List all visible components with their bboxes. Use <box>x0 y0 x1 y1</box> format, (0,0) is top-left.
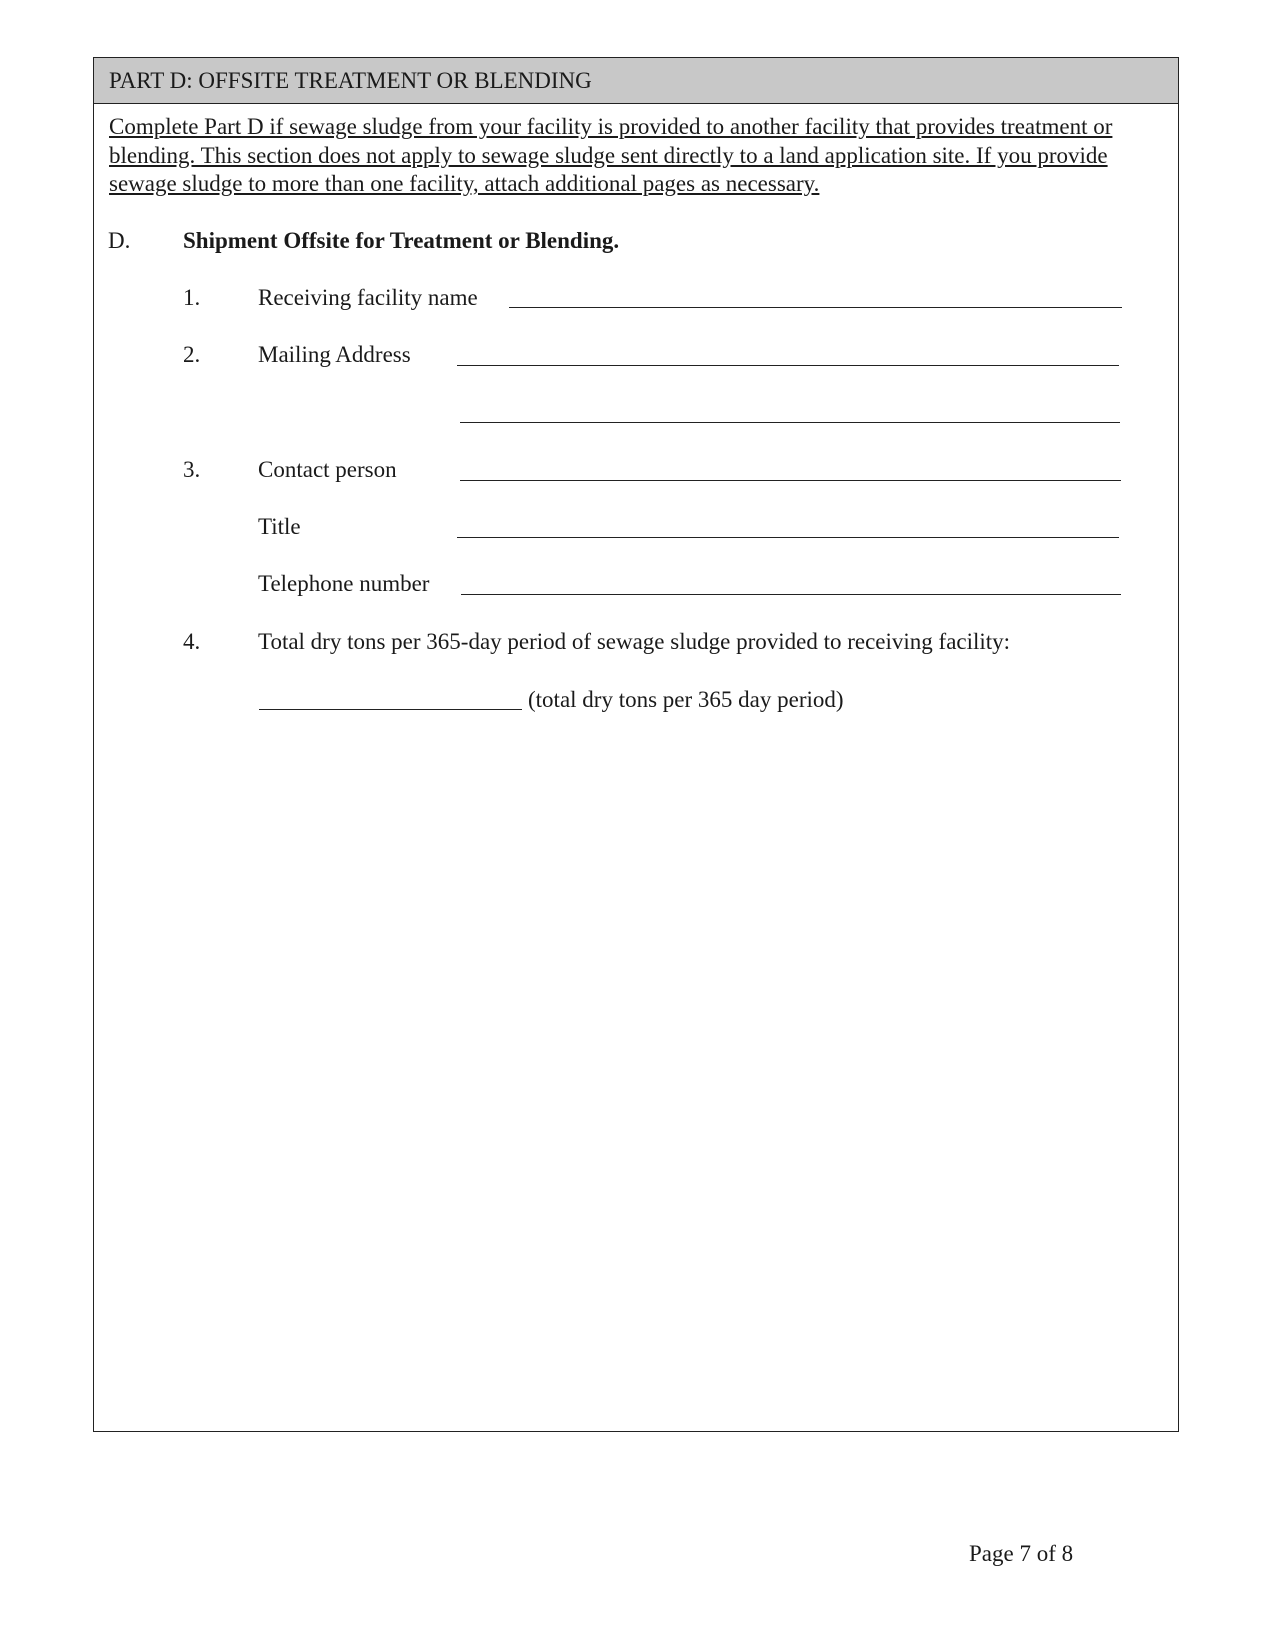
contact-person-label: Contact person <box>258 457 397 482</box>
receiving-facility-name-field[interactable] <box>509 307 1122 308</box>
total-dry-tons-unit: (total dry tons per 365 day period) <box>528 687 844 712</box>
total-dry-tons-question: Total dry tons per 365-day period of sewage sludge provided to receiving facility: <box>258 629 1011 654</box>
telephone-number-field[interactable] <box>461 594 1121 595</box>
contact-person-field[interactable] <box>460 480 1121 481</box>
telephone-label: Telephone number <box>258 571 430 596</box>
item-heading: Shipment Offsite for Treatment or Blending. <box>183 228 620 253</box>
section-header: PART D: OFFSITE TREATMENT OR BLENDING <box>94 58 1178 104</box>
page-number: Page 7 of 8 <box>969 1541 1074 1566</box>
mailing-address-field[interactable] <box>457 365 1119 366</box>
field-number: 4. <box>183 629 201 654</box>
field-number: 2. <box>183 342 201 367</box>
total-dry-tons-field[interactable] <box>259 709 522 710</box>
item-letter: D. <box>108 228 131 253</box>
field-number: 3. <box>183 457 201 482</box>
title-field[interactable] <box>457 537 1119 538</box>
receiving-facility-label: Receiving facility name <box>258 285 478 310</box>
field-number: 1. <box>183 285 201 310</box>
title-label: Title <box>258 514 301 539</box>
mailing-address-label: Mailing Address <box>258 342 411 367</box>
mailing-address-line-2-field[interactable] <box>460 422 1120 423</box>
section-instructions: Complete Part D if sewage sludge from your facility is provided to another facility that provides treatment or blending. This section does not apply to sewage sludge sent directly to a land application site. If you provide sewage sludge to more than one facility, attach additional pages as necessary. <box>109 114 1113 196</box>
form-section-frame <box>93 57 1179 1432</box>
